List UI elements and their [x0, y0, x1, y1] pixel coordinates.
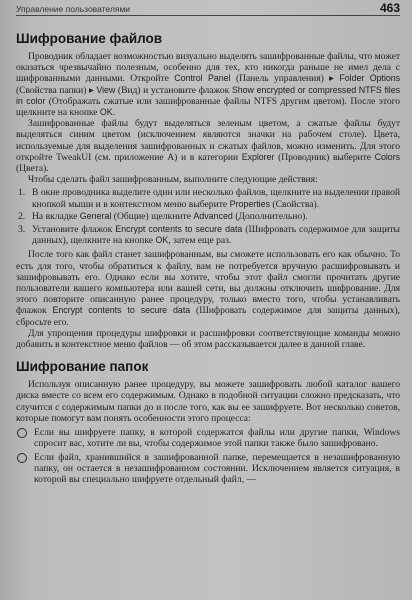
encryption-steps-list: [16, 187, 400, 246]
list-item: Если файл, хранившийся в зашифрованной папке, перемещается в незашифрованную папку, он остается в незашифрованном состоянии. Исключением является ситуация, в которой вы специально шифруете отдельный файл, —: [16, 452, 400, 486]
list-item: Если вы шифруете папку, в которой содержатся файлы или другие папки, Windows спросит вас, хотите ли вы, чтобы содержимое этой папки также было зашифровано.: [16, 427, 400, 449]
list-item: 2. На вкладке General (Общие) щелкните Advanced (Дополнительно).: [18, 211, 308, 223]
bullet-circle-icon: [17, 428, 27, 438]
page-number: 463: [379, 1, 400, 15]
paragraph-steps-intro: Чтобы сделать файл зашифрованным, выполните следующие действия:: [28, 174, 318, 186]
paragraph-after-encryption: После того как файл станет зашифрованным, вы сможете использовать его как обычно. То есть для того, чтобы обратиться к файлу, вам не потребуется вручную расшифровывать и зашифровывать его. Однако если вы хотите, чтобы этот файл смогли прочитать другие пользователи вашего компьютера или вашей сети, вы должны отключить шифрование. Для этого повторите описанную ранее процедуру, только вместо того, чтобы устанавливать флажок Encrypt contents to secure data (Шифровать содержимое для защиты данных), сбросьте его.: [16, 249, 400, 328]
running-header: [16, 0, 400, 16]
folder-tips-list: [16, 427, 400, 485]
paragraph-intro: Проводник обладает возможностью визуально выделять зашифрованные файлы, что может оказаться чрезвычайно полезным, особенно для тех, кто никогда раньше не имел дела с шифрованными данными. Откройте Control Panel (Панель управления) ▸ Folder Options (Свойства папки) ▸ View (Вид) и установите флажок Show encrypted or compressed NTFS files in color (Отображать сжатые или зашифрованные файлы NTFS другим цветом). После этого щелкните на кнопке OK.: [16, 51, 400, 119]
running-header-section: Управление пользователями: [16, 4, 131, 14]
section-heading-folder-encryption: Шифрование папок: [16, 359, 149, 375]
paragraph-colors: Зашифрованные файлы будут выделяться зеленым цветом, а сжатые файлы будут выделяться синим цветом (исключением являются значки на рабочем столе). Цвета, используемые для выделения зашифрованных и сжатых файлов, можно изменить. Для этого откройте TweakUI (см. приложение А) и в категории Explorer (Проводник) выберите Colors (Цвета).: [16, 118, 400, 175]
list-item: 3. Установите флажок Encrypt contents to secure data (Шифровать содержимое для защиты данных), щелкните на кнопке OK, затем еще раз.: [18, 224, 400, 247]
section-heading-file-encryption: Шифрование файлов: [16, 31, 163, 46]
paragraph-context-menu: Для упрощения процедуры шифровки и расшифровки соответствующие команды можно добавить в контекстное меню файлов — об этом рассказывается далее в данной главе.: [16, 327, 400, 351]
list-item: 1. В окне проводника выделите один или несколько файлов, щелкните на выделении правой кнопкой мыши и в контекстном меню выберите Properties (Свойства).: [18, 187, 400, 210]
bullet-circle-icon: [17, 453, 27, 463]
paragraph-folder-intro: Используя описанную ранее процедуру, вы можете зашифровать любой каталог вашего диска вместе со всем его содержимым. Однако в подобной ситуации сложно предсказать, что случится с содержимым папки до и после того, как вы ее зашифруете. Вот несколько советов, которые помогут вам понять особенности этого процесса:: [16, 379, 400, 424]
